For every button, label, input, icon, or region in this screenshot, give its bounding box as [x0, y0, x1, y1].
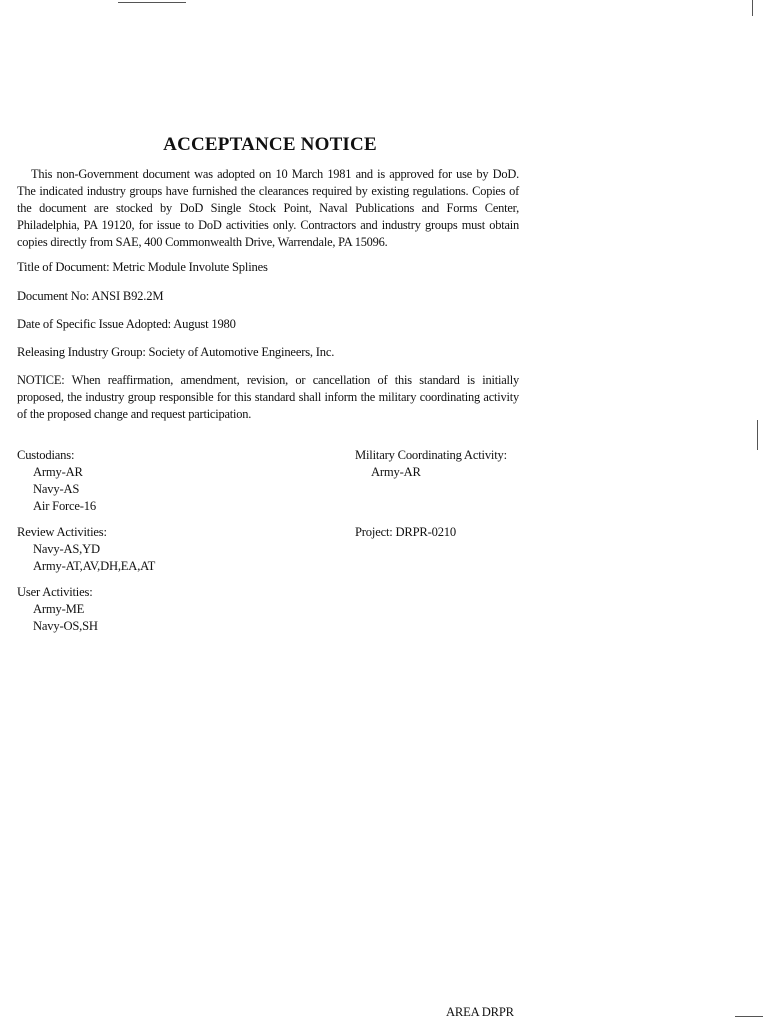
review-activities-heading: Review Activities:: [17, 525, 107, 539]
scan-mark-right-edge: [752, 0, 753, 16]
custodian-item: Air Force-16: [33, 499, 96, 513]
document-number-field: Document No: ANSI B92.2M: [17, 289, 164, 303]
adoption-paragraph: This non-Government document was adopted on 10 March 1981 and is approved for use by DoD. The indicated industry groups have furnished the clearances required by existing regulations. Copies of the document are stocked by DoD Single Stock Point, Naval Publications and Forms Center, Philadelphia, PA 19120, for issue to DoD activities only. Contractors and industry groups must obtain copies directly from SAE, 400 Commonwealth Drive, Warrendale, PA 15096.: [17, 167, 519, 249]
user-activity-item: Army-ME: [33, 602, 85, 616]
military-coordinating-section: [355, 447, 507, 481]
custodian-item: Army-AR: [33, 465, 83, 479]
title-of-document-field: Title of Document: Metric Module Involute Splines: [17, 260, 268, 274]
custodians-heading: Custodians:: [17, 448, 75, 462]
page-title: ACCEPTANCE NOTICE: [163, 134, 377, 155]
scan-mark-right-line: [757, 420, 758, 450]
military-coordinating-heading: Military Coordinating Activity:: [355, 448, 507, 462]
custodian-item: Navy-AS: [33, 482, 80, 496]
military-coordinating-item: Army-AR: [371, 465, 421, 479]
scan-mark-bottom-right: [735, 1016, 763, 1017]
custodians-section: [17, 447, 96, 515]
scan-mark-top-line: [118, 2, 186, 3]
review-activities-section: [17, 524, 155, 575]
date-adopted-field: Date of Specific Issue Adopted: August 1980: [17, 317, 236, 331]
notice-paragraph: NOTICE: When reaffirmation, amendment, revision, or cancellation of this standard is initially proposed, the industry group responsible for this standard shall inform the military coordinating activity of the proposed change and request participation.: [17, 373, 519, 421]
review-activity-item: Navy-AS,YD: [33, 542, 100, 556]
user-activities-section: [17, 584, 98, 635]
user-activities-heading: User Activities:: [17, 585, 93, 599]
user-activity-item: Navy-OS,SH: [33, 619, 98, 633]
releasing-group-field: Releasing Industry Group: Society of Automotive Engineers, Inc.: [17, 345, 335, 359]
area-footer: AREA DRPR: [446, 1005, 514, 1019]
project-field: Project: DRPR-0210: [355, 525, 456, 539]
review-activity-item: Army-AT,AV,DH,EA,AT: [33, 559, 156, 573]
